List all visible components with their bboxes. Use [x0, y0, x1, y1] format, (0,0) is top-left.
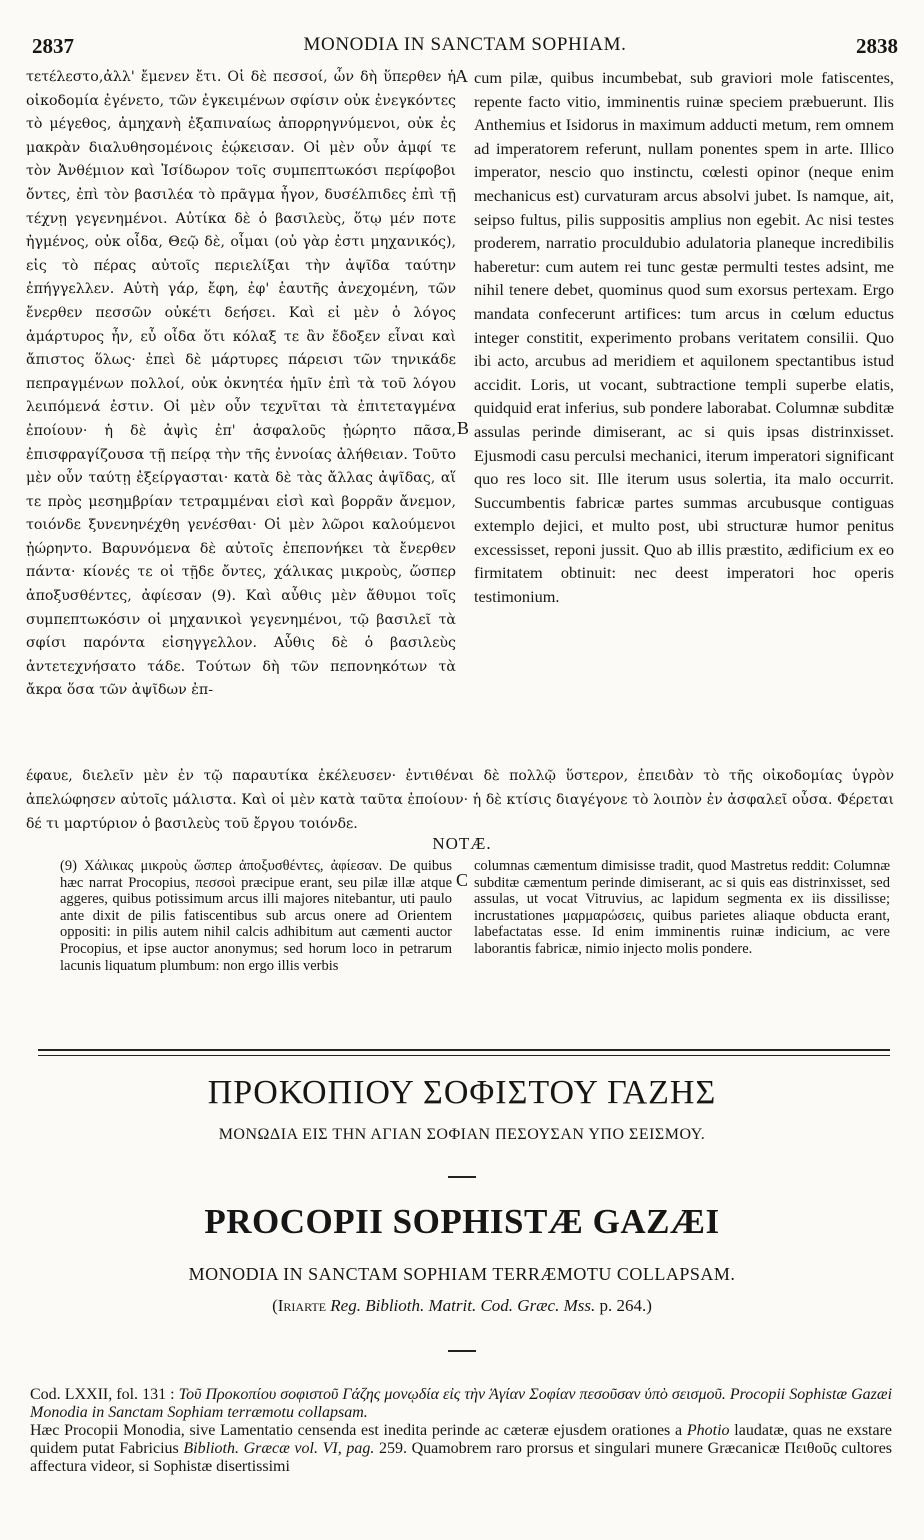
page-number-left: 2837 — [32, 34, 74, 58]
note-right-column: columnas cæmentum dimisisse tradit, quod Mastretus reddit: Columnæ subditæ cæmentum perinde dimiserant, ac si quis eas distrinxisset, sed assulas, ut vocat Vitruvius, ac lapidum segmenta ex iis dissilisse; incrustationes μαρμαρώσεις, quibus parietes aliaque obducta erant, labefactatas esse. Id enim imminentis ruinæ indicium, ac vere laborantis fabricæ, nimio injecto molis pondere. — [474, 858, 890, 957]
source-citation — [0, 1296, 924, 1316]
latin-title: PROCOPII SOPHISTÆ GAZÆI — [204, 1202, 720, 1241]
intro-bibliotheca: Biblioth. Græcæ vol. VI, pag. — [183, 1440, 375, 1457]
short-rule-1 — [448, 1176, 476, 1178]
margin-letter-a: A — [455, 66, 468, 86]
running-title: MONODIA IN SANCTAM SOPHIAM. — [303, 34, 627, 55]
section-divider — [38, 1049, 890, 1056]
intro-line-3: 259. Quamobrem raro prorsus et singulari munere Græcanicæ Πειθοῦς cultores affectura videor, si Sophistæ disertissimi — [30, 1440, 893, 1475]
intro-photio: Photio — [686, 1422, 730, 1439]
codex-title: Τοῦ Προκοπίου σοφιστοῦ Γάζης μονῳδία εἰς τὴν Ἁγίαν Σοφίαν πεσοῦσαν ὑπὸ σεισμοῦ. Procopii Sophistæ Gazæi Monodia in Sanctam Sophiam terræmotu collapsam. — [30, 1386, 893, 1421]
two-column-body — [26, 66, 894, 730]
source-reference: Reg. Biblioth. Matrit. Cod. Græc. Mss. — [330, 1296, 596, 1315]
short-rule-2 — [448, 1350, 476, 1352]
margin-letter-c: C — [456, 870, 469, 890]
intro-line-1: Hæc Procopii Monodia, sive Lamentatio censenda est inedita perinde ac cæteræ ejusdem orationes a — [30, 1422, 683, 1439]
greek-fullwidth-paragraph: έφαυε, διελεῖν μὲν ἐν τῷ παραυτίκα ἐκέλευσεν· ἐντιθέναι δὲ πολλῷ ὕστερον, ἐπειδὰν τὸ τῆς οἰκοδομίας ὑγρὸν ἀπελώφησεν αὐτοῖς μάλιστα. Καὶ οἱ μὲν κατὰ ταῦτα ἐποίουν· ἡ δὲ κτίσις διαγέγονε τὸ λοιπὸν ἐν ἀσφαλεῖ οὖσα. Φέρεται δέ τι μαρτύριον ὁ βασιλεὺς τοῦ ἔργου τοιόνδε. — [26, 768, 894, 832]
greek-subtitle: ΜΟΝΩΔΙΑ ΕΙΣ ΤΗΝ ΑΓΙΑΝ ΣΟΦΙΑΝ ΠΕΣΟΥΣΑΝ ΥΠΟ ΣΕΙΣΜΟΥ. — [218, 1126, 706, 1143]
page-number-right: 2838 — [856, 34, 898, 58]
greek-title: ΠΡΟΚΟΠΙΟΥ ΣΟΦΙΣΤΟΥ ΓΑΖΗΣ — [207, 1074, 717, 1111]
codex-reference: Cod. LXXII, fol. 131 : — [30, 1386, 175, 1403]
source-author: Iriarte — [277, 1296, 327, 1315]
margin-letter-b: B — [457, 418, 470, 438]
latin-text-column: cum pilæ, quibus incumbebat, sub graviori mole fatiscentes, repente facto vitio, imminentis ruinæ speciem præbuerunt. Ilis Anthemius et Isidorus in maximum adducti metum, rem omnem ad imperatorem referunt, nullam ponentes spem in arte. Illico imperator, nescio quo instinctu, cœlesti opinor (neque enim mechanicus est) curvaturam arcus absolvi jubet. Is namque, ait, seipso fultus, pilis suppositis amplius non egebit. Ac nisi testes proderem, narratio proculdubio adulatoria planeque incredibilis haberetur: cum autem rei tunc gestæ permulti testes adsint, me nihil tenere debet, quominus quod sum exorsus pertexam. Ergo mandata confecerunt artifices: tum arcus in cœlum eductus integer constitit, experimento probans veritatem consilii. Quo ibi acto, arcubus ad meridiem et aquilonem spectantibus istud accidit. Loris, ut vocant, subtractione templi superbe elatis, quidquid erat inferius, sub pondere laborabat. Columnæ subditæ assulas perinde dimiserant, ac si quis ipsas distrinxisset. Ejusmodi casu perculsi mechanici, iterum imperatori significant quo res loco sit. Ille iterum usus solertia, ita malo occurrit. Succumbentis fabricæ partes summas arcubusque contiguas extemplo dejici, et multo post, ubi structuræ humor penitus excessisset, reponi jussit. Quo ab illis præstito, ædificium ex eo firmitatem obtinuit: nec deest imperatori hoc operis testimonium. — [474, 68, 894, 607]
intro-line-2: laudatæ, quas ne exstare quidem putat Fabricius — [30, 1422, 893, 1457]
source-page: p. 264.) — [599, 1296, 652, 1315]
running-head — [32, 34, 898, 60]
note-left-column: (9) Χάλικας μικροὺς ὥσπερ ἀποξυσθέντες, ἀφίεσαν. De quibus hæc narrat Procopius, πεσσοὶ præcipue erant, seu pilæ illæ atque aggeres, quibus potissimum arcus illi majores nitebantur, uti paulo ante dixit de pilis fatiscentibus sub arcus onere ad Orientem oppositi: in pilis autem nihil calcis adhibitum aut cæmenti auctor Procopius, et ipse auctor anonymus; sed horum loco in petrarum lacunis liquatum plumbum: non ergo illis verbis — [60, 858, 452, 974]
latin-subtitle: MONODIA IN SANCTAM SOPHIAM TERRÆMOTU COLLAPSAM. — [188, 1264, 736, 1284]
intro-paragraph — [30, 1386, 892, 1476]
notes-heading: NOTÆ. — [432, 834, 492, 853]
greek-text-column: τετέλεστο,ἀλλ' ἔμενεν ἔτι. Οἱ δὲ πεσσοί, ὧν δὴ ὕπερθεν ἡ οἰκοδομία ἐγένετο, τῶν ἐγκειμένων σφίσιν οὐκ ἐνεγκόντες τὸ μέγεθος, ἀμηχανὴ ἐξαπιναίως ἀπορρηγνύμενοι, οὐκ ἐς μακρὰν διαλυθησομένοις ἐῴκεισαν. Οἱ μὲν οὖν ἀμφί τε τὸν Ἀνθέμιον καὶ Ἰσίδωρον τοῖς συμπεπτωκόσι περίφοβοι ὄντες, ἐπὶ τὸν βασιλέα τὸ πρᾶγμα ἦγον, δυσέλπιδες ἐπὶ τῇ τέχνῃ γεγενημένοι. Αὐτίκα δὲ ὁ βασιλεὺς, ὅτῳ μέν ποτε ἠγμένος, οὐκ οἶδα, Θεῷ δὲ, οἶμαι (οὐ γὰρ ἐστι μηχανικός), εἰς τὸ πέρας αὐτοῖς περιελίξαι τὴν ἀψῖδα ταύτην ἐπήγγελλεν. Αὐτὴ γάρ, ἔφη, ἐφ' ἑαυτῆς ἀνεχομένη, τῶν ἔνερθεν πεσσῶν οὐκέτι δεήσει. Καὶ εἰ μὲν ὁ λόγος ἀμάρτυρος ἦν, εὖ οἶδα ὅτι κόλαξ τε ἂν ἔδοξεν εἶναι καὶ ἄπιστος ὅλως· ἐπεὶ δὲ μάρτυρες πάρεισι τῶν τηνικάδε πεπραγμένων πολλοί, οὐκ ὀκνητέα ἡμῖν ἐπὶ τὰ τοῦ λόγου λειπόμενά ἐστιν. Οἱ μὲν οὖν τεχνῖται τὰ ἐπιτεταγμένα ἐποίουν· ἡ δὲ ἀψὶς ἐπ' ἀσφαλοῦς ᾐώρητο πᾶσα, ἐπισφραγίζουσα τῇ πείρᾳ τὴν τῆς ἐννοίας ἀλήθειαν. Τοῦτο μὲν οὖν ταύτῃ ἐξείργασται· κατὰ δὲ τὰς ἄλλας ἀψῖδας, αἵ τε πρὸς μεσημβρίαν τετραμμέναι εἰσὶ καὶ βορρᾶν ἄνεμον, τοιόνδε ξυνενηνέχθη γενέσθαι· Οἱ μὲν λῶροι καλούμενοι ᾐώρηντο. Βαρυνόμενα δὲ αὐτοῖς ἐπεπονήκει τὰ ἔνερθεν πάντα· κίονές τε οἱ τῇδε ὄντες, χάλικας μικροὺς, ὥσπερ ἀποξυσθέντες, ἀφίεσαν (9). Καὶ αὖθις μὲν ἄθυμοι τοῖς συμπεπτωκόσιν οἱ μηχανικοὶ γεγενημένοι, τῷ βασιλεῖ τὰ σφίσι παρόντα εἰσηγγελλον. Αὖθις δὲ ὁ βασιλεὺς ἀντετεχνήσατο τάδε. Τούτων δὴ τῶν πεπονηκότων τὰ ἄκρα ὅσα τῶν ἀψῖδων ἐπ- — [26, 69, 456, 699]
source-open: ( — [272, 1296, 278, 1315]
